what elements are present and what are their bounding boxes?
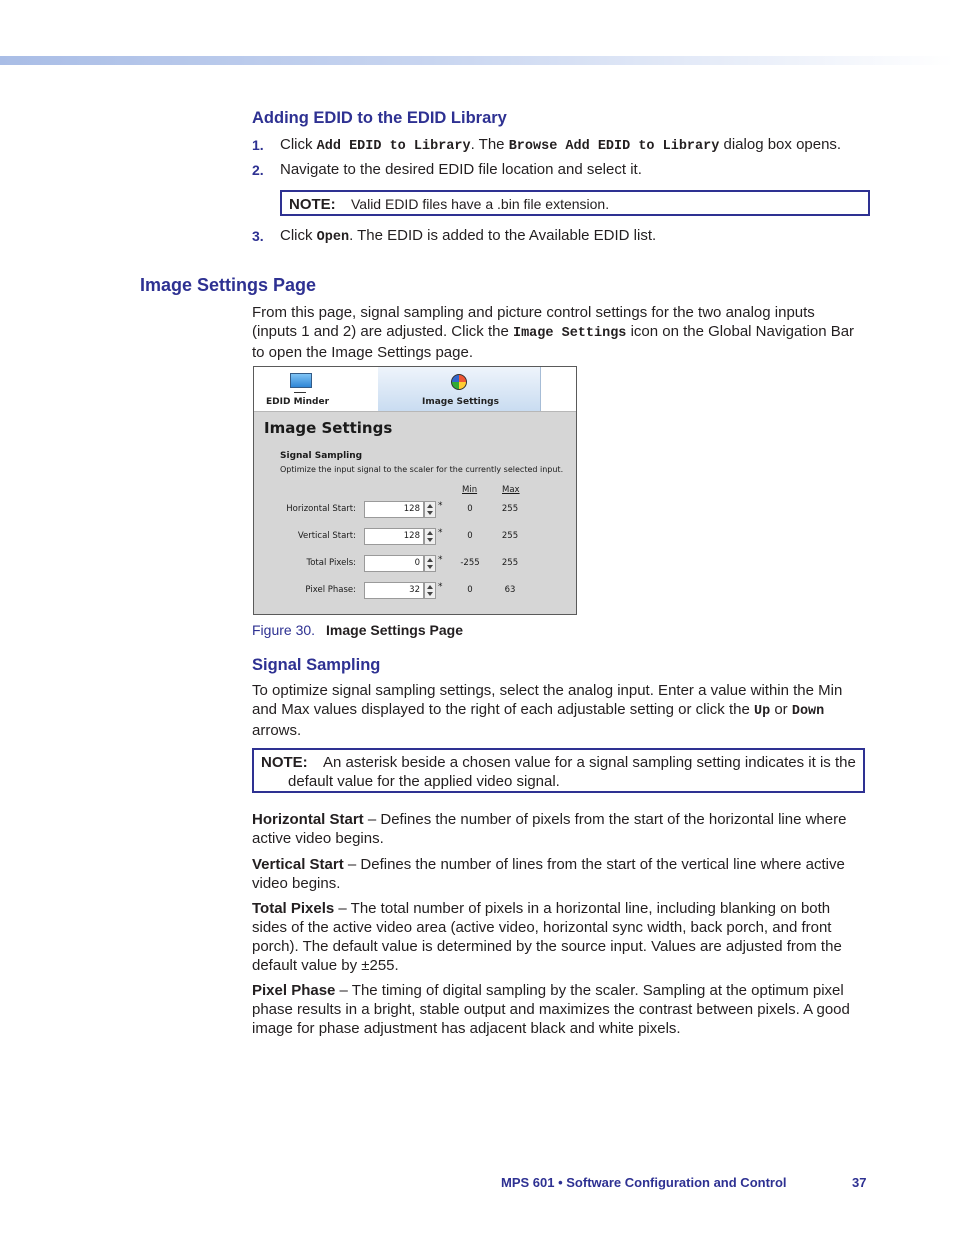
note-box-edid [280,190,870,216]
figure-caption: Figure 30. Image Settings Page [252,622,463,638]
monitor-icon [290,373,312,388]
max-value: 255 [501,558,519,568]
col-head-max: Max [502,485,520,495]
col-head-min: Min [462,485,478,495]
default-asterisk: * [438,582,443,592]
figure-description: Optimize the input signal to the scaler for the currently selected input. [280,465,564,474]
note-box-asterisk [252,748,865,793]
min-value: 0 [467,531,473,541]
default-asterisk: * [438,528,443,538]
nav-label-image-settings: Image Settings [422,397,499,407]
header-gradient-bar [0,56,954,65]
definition-pixel-phase: Pixel Phase – The timing of digital sampling by the scaler. Sampling at the optimum pixel phase results in a bright, stable output and maximizes the contrast between pixels. A good image for phase adjustment has adjacent black and white pixels. [252,982,850,1037]
nav-tab-edid-minder[interactable] [254,367,379,411]
step-2-text: Navigate to the desired EDID file location and select it. [280,161,642,178]
step-3-text: Click Open. The EDID is added to the Available EDID list. [280,227,657,245]
horizontal-start-input[interactable]: 128 [364,501,424,518]
footer-title: MPS 601 • Software Configuration and Control [501,1175,787,1190]
note-text-line2: default value for the applied video signal. [288,773,560,790]
step-number: 3. [252,228,264,244]
min-value: -255 [460,558,480,568]
definition-horizontal-start: Horizontal Start – Defines the number of pixels from the start of the horizontal line where active video begins. [252,811,847,847]
section-heading-image-settings: Image Settings Page [140,275,317,295]
image-settings-intro: From this page, signal sampling and picture control settings for the two analog inputs (inputs 1 and 2) are adjusted. Click the Image Settings icon on the Global Navigation Bar to open the Image Settings page. [252,304,855,361]
signal-sampling-intro: To optimize signal sampling settings, select the analog input. Enter a value within the Min and Max values displayed to the right of each adjustable setting or click the Up or Down arrows. [252,682,843,739]
spinner-updown-icon[interactable] [424,582,436,599]
step-1-text: Click Add EDID to Library. The Browse Add EDID to Library dialog box opens. [280,136,842,154]
spinner-updown-icon[interactable] [424,555,436,572]
global-navigation-bar [254,367,576,412]
spinner-updown-icon[interactable] [424,501,436,518]
figure-subtitle: Signal Sampling [280,451,363,461]
spinner-updown-icon[interactable] [424,528,436,545]
vertical-start-input[interactable]: 128 [364,528,424,545]
definition-vertical-start: Vertical Start – Defines the number of lines from the start of the vertical line where active video begins. [252,856,845,892]
page-number: 37 [852,1175,867,1190]
note-label: NOTE: [289,196,336,213]
definition-total-pixels: Total Pixels – The total number of pixels in a horizontal line, including blanking on both sides of the active video area (active video, horizontal sync width, back porch, and front porch). The default value is determined by the source input. Values are adjusted from the default value by ±255. [252,900,842,974]
note-label: NOTE: [261,754,308,771]
note-text-line1: An asterisk beside a chosen value for a signal sampling setting indicates it is the [323,754,856,771]
default-asterisk: * [438,501,443,511]
step-number: 1. [252,137,264,153]
image-settings-screenshot [253,366,577,615]
total-pixels-input[interactable]: 0 [364,555,424,572]
row-label: Horizontal Start: [286,504,356,514]
max-value: 255 [501,531,519,541]
min-value: 0 [467,585,473,595]
min-value: 0 [467,504,473,514]
note-text: Valid EDID files have a .bin file extension. [351,196,610,212]
max-value: 255 [501,504,519,514]
section-heading-signal-sampling: Signal Sampling [252,656,381,674]
nav-label-edid-minder: EDID Minder [266,397,330,407]
section-heading-adding-edid: Adding EDID to the EDID Library [252,109,507,127]
waveform-icon [294,388,306,393]
max-value: 63 [504,585,516,595]
pixel-phase-input[interactable]: 32 [364,582,424,599]
nav-tab-image-settings[interactable] [378,367,541,411]
default-asterisk: * [438,555,443,565]
row-label: Total Pixels: [306,558,356,568]
row-label: Vertical Start: [297,531,356,541]
row-label: Pixel Phase: [305,585,356,595]
figure-page-title: Image Settings [264,419,393,437]
step-number: 2. [252,162,264,178]
color-wheel-icon [451,374,467,390]
